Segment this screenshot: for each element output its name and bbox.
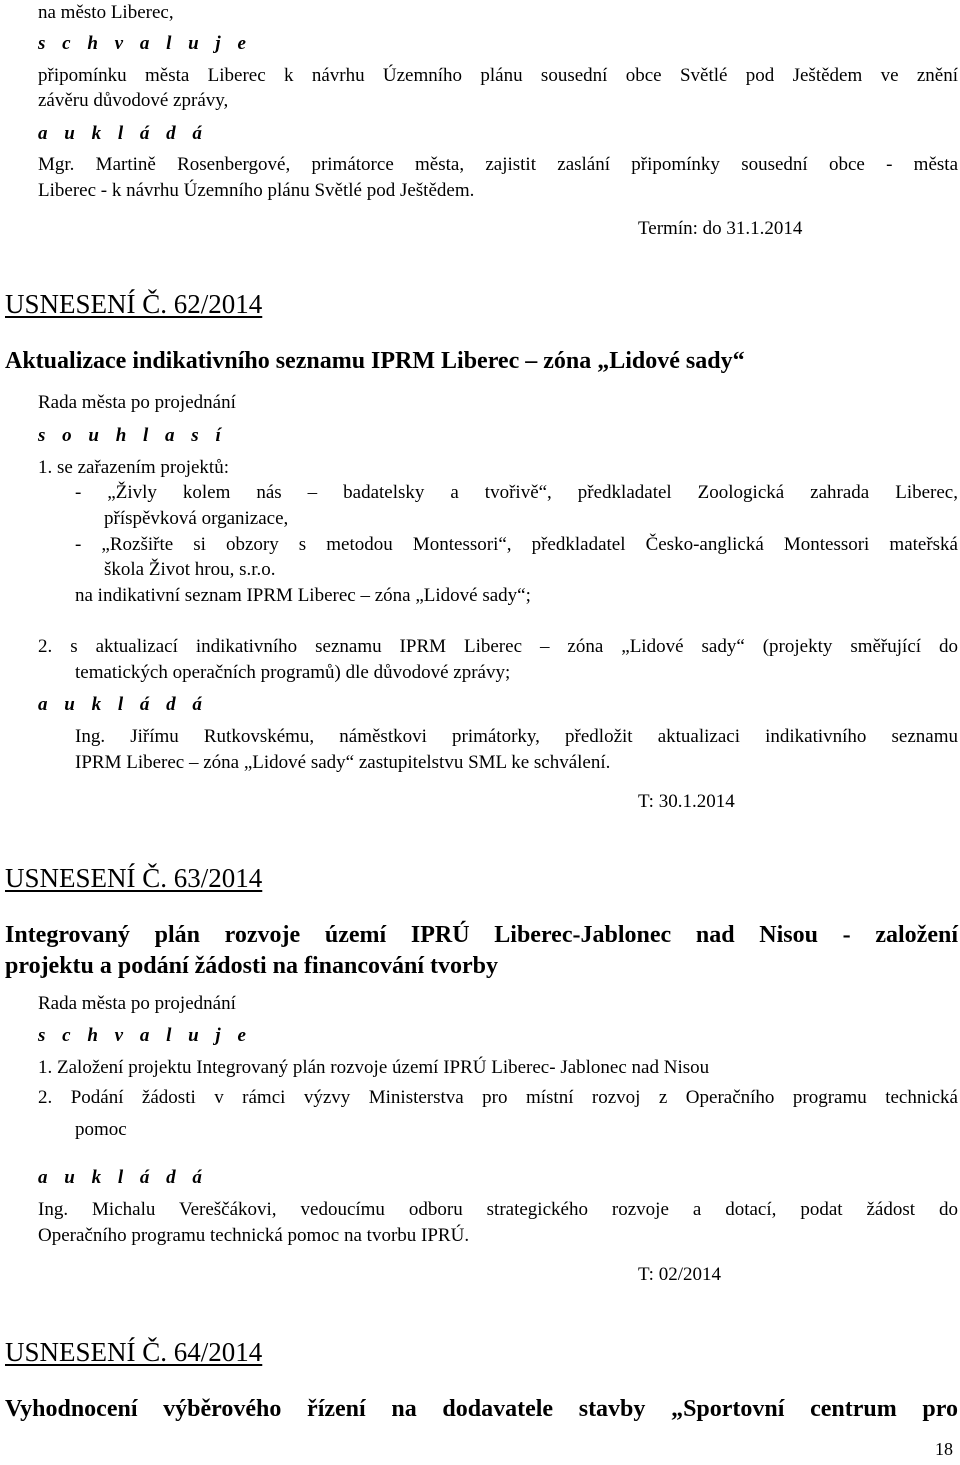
resolution-title: Aktualizace indikativního seznamu IPRM Liberec – zóna „Lidové sady“	[5, 348, 745, 374]
paragraph-line: Operačního programu technická pomoc na tvorbu IPRÚ.	[38, 1225, 470, 1246]
list-item: - „Rozšiřte si obzory s metodou Montessori“, předkladatel Česko-anglická Montessori mateřská	[75, 534, 958, 555]
deadline: Termín: do 31.1.2014	[638, 218, 803, 239]
resolution-title: projektu a podání žádosti na financování tvorby	[5, 953, 498, 979]
verb-uklada: a u k l á d á	[38, 1167, 208, 1188]
resolution-heading: USNESENÍ Č. 64/2014	[5, 1337, 263, 1367]
list-item: pomoc	[75, 1119, 127, 1140]
list-item: na indikativní seznam IPRM Liberec – zóna „Lidové sady“;	[75, 585, 531, 606]
verb-schvaluje: s c h v a l u j e	[38, 33, 252, 54]
resolution-heading: USNESENÍ Č. 62/2014	[5, 289, 263, 319]
list-item: tematických operačních programů) dle důvodové zprávy;	[75, 662, 511, 683]
paragraph-line: Ing. Jiřímu Rutkovskému, náměstkovi primátorky, předložit aktualizaci indikativního seznamu	[75, 726, 958, 747]
council-line: Rada města po projednání	[38, 392, 236, 413]
list-item: příspěvková organizace,	[104, 508, 289, 529]
list-item: 1. se zařazením projektů:	[38, 457, 229, 478]
deadline: T: 30.1.2014	[638, 791, 735, 812]
list-item: 1. Založení projektu Integrovaný plán rozvoje území IPRÚ Liberec- Jablonec nad Nisou	[38, 1057, 710, 1078]
paragraph-line: připomínku města Liberec k návrhu Územního plánu sousední obce Světlé pod Ještědem ve znění	[38, 65, 958, 86]
list-item: škola Život hrou, s.r.o.	[104, 559, 276, 580]
resolution-heading: USNESENÍ Č. 63/2014	[5, 863, 263, 893]
resolution-title: Integrovaný plán rozvoje území IPRÚ Liberec-Jablonec nad Nisou - založení	[5, 922, 958, 948]
paragraph-line: IPRM Liberec – zóna „Lidové sady“ zastupitelstvu SML ke schválení.	[75, 752, 611, 773]
paragraph-line: závěru důvodové zprávy,	[38, 90, 229, 111]
council-line: Rada města po projednání	[38, 993, 236, 1014]
list-item: 2. s aktualizací indikativního seznamu IPRM Liberec – zóna „Lidové sady“ (projekty směřující do	[38, 636, 958, 657]
deadline: T: 02/2014	[638, 1264, 721, 1285]
verb-schvaluje: s c h v a l u j e	[38, 1025, 252, 1046]
verb-souhlasi: s o u h l a s í	[38, 425, 227, 446]
paragraph-line: Liberec - k návrhu Územního plánu Světlé pod Ještědem.	[38, 180, 475, 201]
list-item: - „Živly kolem nás – badatelsky a tvořivě“, předkladatel Zoologická zahrada Liberec,	[75, 482, 958, 503]
list-item: 2. Podání žádosti v rámci výzvy Ministerstva pro místní rozvoj z Operačního programu technická	[38, 1087, 958, 1108]
resolution-title: Vyhodnocení výběrového řízení na dodavatele stavby „Sportovní centrum pro	[5, 1396, 958, 1422]
paragraph-line: Ing. Michalu Vereščákovi, vedoucímu odboru strategického rozvoje a dotací, podat žádost do	[38, 1199, 958, 1220]
verb-uklada: a u k l á d á	[38, 694, 208, 715]
paragraph-line: Mgr. Martině Rosenbergové, primátorce města, zajistit zaslání připomínky sousední obce - města	[38, 154, 958, 175]
page-number: 18	[935, 1439, 953, 1459]
intro-text: na město Liberec,	[38, 2, 174, 23]
verb-uklada: a u k l á d á	[38, 123, 208, 144]
